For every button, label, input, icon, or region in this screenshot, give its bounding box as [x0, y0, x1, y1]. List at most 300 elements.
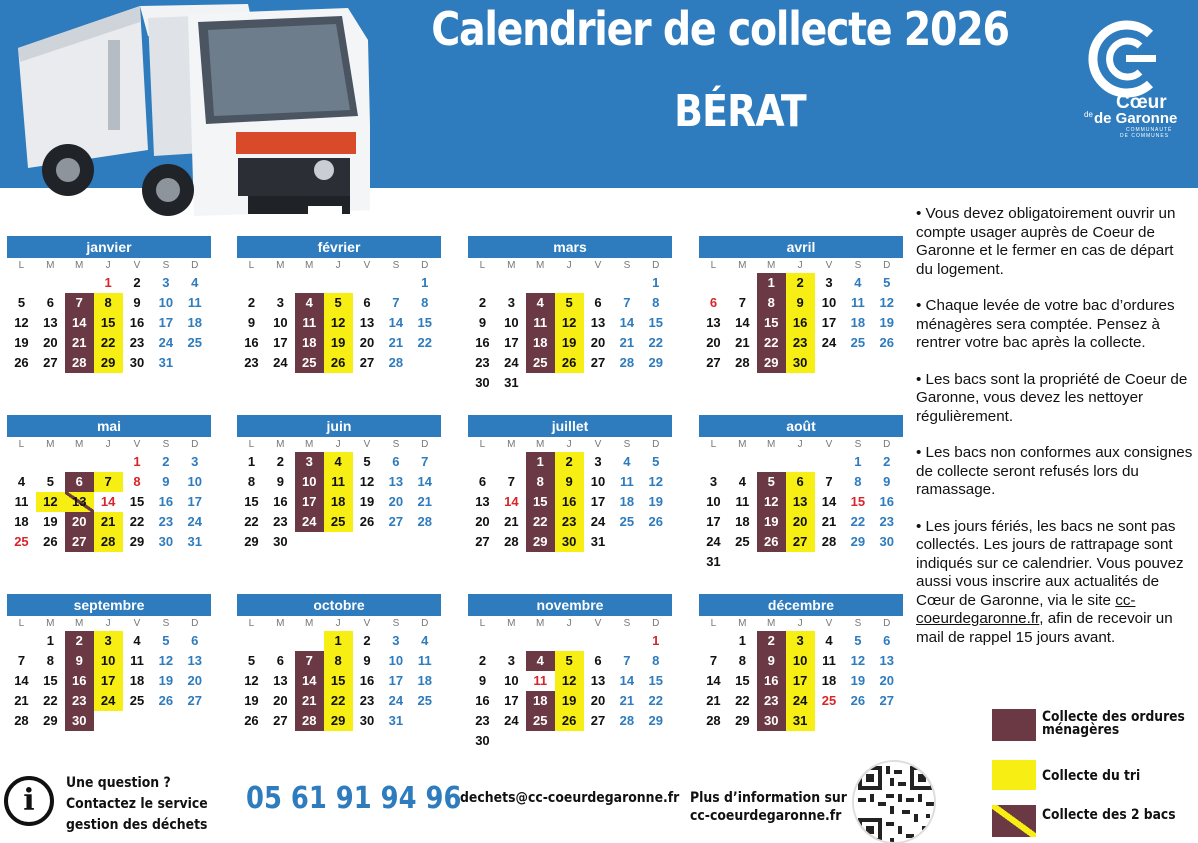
day-cell: 28 — [14, 713, 29, 728]
day-cell: 5 — [883, 275, 891, 290]
day-cell: 28 — [65, 353, 94, 373]
weekday-label: J — [335, 618, 341, 629]
weekday-label: S — [623, 618, 631, 629]
legend-label-tri: Collecte du tri — [1042, 768, 1141, 784]
day-cell: 27 — [388, 514, 404, 529]
day-cell: 20 — [359, 335, 375, 350]
day-cell: 28 — [504, 534, 519, 549]
info-panel — [916, 205, 1194, 665]
weekday-label: L — [248, 618, 255, 629]
day-cell: 19 — [359, 494, 375, 509]
weekday-label: V — [133, 439, 141, 450]
month-header: mai — [7, 415, 211, 437]
day-cell: 11 — [851, 295, 865, 310]
month-mai — [7, 415, 211, 552]
weekday-label: M — [305, 439, 314, 450]
day-cell: 4 — [854, 275, 862, 290]
day-cell: 13 — [786, 492, 815, 512]
day-cell: 10 — [388, 653, 404, 668]
day-cell: 31 — [504, 375, 519, 390]
day-cell: 5 — [162, 633, 170, 648]
weekday-label: J — [105, 439, 111, 450]
weekday-label: M — [738, 260, 747, 271]
day-cell: 20 — [590, 335, 606, 350]
weekday-label: M — [536, 618, 545, 629]
month-header: janvier — [7, 236, 211, 258]
day-cell: 28 — [619, 713, 635, 728]
month-header: avril — [699, 236, 903, 258]
weekday-label: J — [566, 618, 572, 629]
day-cell: 3 — [786, 631, 815, 651]
day-cell: 12 — [879, 295, 895, 310]
day-cell: 26 — [648, 514, 664, 529]
day-cell: 6 — [883, 633, 891, 648]
day-cell: 18 — [526, 333, 555, 353]
day-cell: 8 — [247, 474, 256, 489]
weekday-label: M — [536, 439, 545, 450]
day-cell: 7 — [507, 474, 515, 489]
day-cell: 4 — [133, 633, 141, 648]
day-cell: 25 — [187, 335, 203, 350]
day-cell: 23 — [359, 693, 375, 708]
day-cell: 4 — [738, 474, 746, 489]
day-cell: 23 — [475, 713, 490, 728]
day-cell: 13 — [879, 653, 895, 668]
day-cell: 6 — [276, 653, 284, 668]
weekday-label: V — [594, 260, 602, 271]
day-cell: 6 — [65, 472, 94, 492]
day-cell: 26 — [244, 713, 259, 728]
legend-swatch-ordures — [992, 709, 1036, 741]
day-cell: 27 — [65, 532, 94, 552]
day-cell: 2 — [65, 631, 94, 651]
weekday-label: S — [162, 439, 170, 450]
day-cell: 4 — [191, 275, 199, 290]
month-novembre — [468, 594, 672, 751]
day-cell: 23 — [757, 691, 786, 711]
phone-number[interactable]: 05 61 91 94 96 — [246, 781, 462, 816]
footer-website-link[interactable]: cc-coeurdegaronne.fr — [690, 808, 842, 824]
weekday-label: M — [46, 618, 55, 629]
day-cell: 23 — [244, 355, 259, 370]
day-cell: 1 — [854, 454, 862, 469]
day-cell: 11 — [324, 472, 353, 492]
day-cell: 9 — [363, 653, 371, 668]
day-cell: 28 — [735, 355, 750, 370]
weekday-label: M — [276, 260, 285, 271]
day-cell: 3 — [295, 452, 324, 472]
day-cell: 19 — [555, 691, 584, 711]
day-cell: 24 — [706, 534, 721, 549]
weekday-label: L — [248, 260, 255, 271]
day-cell: 16 — [359, 673, 375, 688]
day-cell: 4 — [526, 293, 555, 313]
day-cell: 17 — [786, 671, 815, 691]
day-cell: 15 — [526, 492, 555, 512]
day-cell: 30 — [555, 532, 584, 552]
day-cell: 6 — [786, 472, 815, 492]
day-cell: 21 — [735, 335, 750, 350]
day-cell: 28 — [388, 355, 404, 370]
day-cell: 18 — [526, 691, 555, 711]
weekday-label: M — [75, 618, 84, 629]
day-cell: 3 — [162, 275, 170, 290]
weekday-label: M — [46, 439, 55, 450]
day-cell: 5 — [17, 295, 26, 310]
day-cell: 26 — [43, 534, 58, 549]
day-cell: 18 — [129, 673, 145, 688]
weekday-label: V — [825, 260, 833, 271]
day-cell: 8 — [94, 293, 123, 313]
garbage-truck-image — [8, 0, 370, 222]
day-cell: 2 — [786, 273, 815, 293]
weekday-label: M — [767, 439, 776, 450]
day-cell: 3 — [276, 295, 284, 310]
weekday-label: L — [710, 618, 717, 629]
day-cell: 26 — [359, 514, 375, 529]
day-cell: 25 — [14, 534, 29, 549]
day-cell: 21 — [295, 691, 324, 711]
logo-text-garonne: de Garonne — [1094, 110, 1178, 127]
day-cell: 10 — [273, 315, 288, 330]
website-link[interactable]: cc-coeurdegaronne.fr — [916, 591, 1136, 627]
day-cell: 11 — [533, 673, 548, 688]
footer-question: Une question ? Contactez le service gestion des déchets — [66, 775, 208, 833]
day-cell: 16 — [244, 335, 259, 350]
day-cell: 15 — [648, 673, 664, 688]
day-cell: 29 — [94, 353, 123, 373]
weekday-label: S — [854, 260, 862, 271]
day-cell: 24 — [273, 355, 288, 370]
info-holidays — [916, 518, 1194, 648]
day-cell: 24 — [295, 512, 324, 532]
weekday-label: J — [566, 260, 572, 271]
day-cell: 12 — [324, 313, 353, 333]
day-cell: 10 — [158, 295, 174, 310]
weekday-label: D — [883, 439, 891, 450]
weekday-label: D — [652, 439, 660, 450]
weekday-label: S — [623, 260, 631, 271]
day-cell: 10 — [821, 295, 837, 310]
weekday-label: D — [421, 260, 429, 271]
month-header: juillet — [468, 415, 672, 437]
day-cell: 19 — [648, 494, 664, 509]
month-août — [699, 415, 903, 572]
weekday-label: M — [75, 260, 84, 271]
day-cell: 22 — [648, 693, 664, 708]
qr-code[interactable] — [852, 760, 936, 843]
day-cell: 16 — [158, 494, 174, 509]
logo-text-prefix: de — [1084, 110, 1093, 119]
day-cell: 23 — [65, 691, 94, 711]
day-cell: 19 — [158, 673, 174, 688]
day-cell: 17 — [295, 492, 324, 512]
day-cell: 1 — [324, 631, 353, 651]
month-header: décembre — [699, 594, 903, 616]
weekday-label: J — [105, 260, 111, 271]
day-cell: 17 — [187, 494, 203, 509]
day-cell: 11 — [130, 653, 144, 668]
day-cell: 1 — [46, 633, 54, 648]
day-cell: 10 — [504, 673, 519, 688]
weekday-label: D — [883, 618, 891, 629]
weekday-label: L — [18, 260, 25, 271]
day-cell: 9 — [757, 651, 786, 671]
day-cell: 19 — [14, 335, 29, 350]
day-cell: 22 — [244, 514, 259, 529]
day-cell: 14 — [65, 313, 94, 333]
day-cell: 11 — [14, 494, 29, 509]
day-cell: 2 — [478, 653, 487, 668]
day-cell: 8 — [652, 295, 660, 310]
day-cell: 7 — [392, 295, 400, 310]
weekday-label: D — [191, 618, 199, 629]
day-cell: 16 — [475, 335, 490, 350]
day-cell: 21 — [14, 693, 29, 708]
day-cell: 31 — [187, 534, 203, 549]
day-cell: 10 — [94, 651, 123, 671]
day-cell: 21 — [388, 335, 404, 350]
day-cell: 13 — [590, 315, 606, 330]
logo-text-coeur: Cœur — [1116, 92, 1167, 113]
day-cell: 26 — [324, 353, 353, 373]
day-cell: 8 — [854, 474, 862, 489]
weekday-label: J — [797, 618, 803, 629]
day-cell: 17 — [821, 315, 837, 330]
day-cell: 14 — [417, 474, 433, 489]
day-cell: 5 — [363, 454, 371, 469]
weekday-label: J — [797, 439, 803, 450]
day-cell: 10 — [295, 472, 324, 492]
day-cell: 24 — [590, 514, 606, 529]
day-cell: 18 — [417, 673, 433, 688]
day-cell: 18 — [324, 492, 353, 512]
day-cell: 13 — [43, 315, 58, 330]
weekday-label: V — [363, 618, 371, 629]
weekday-label: J — [105, 618, 111, 629]
day-cell: 18 — [735, 514, 750, 529]
day-cell: 22 — [648, 335, 664, 350]
day-cell: 18 — [14, 514, 29, 529]
day-cell: 16 — [65, 671, 94, 691]
day-cell: 20 — [590, 693, 606, 708]
day-cell: 5 — [247, 653, 256, 668]
weekday-label: L — [479, 439, 486, 450]
weekday-label: V — [594, 439, 602, 450]
commune-name: BÉRAT — [674, 86, 806, 137]
day-cell: 6 — [363, 295, 371, 310]
weekday-label: D — [191, 439, 199, 450]
weekday-label: M — [767, 260, 776, 271]
day-cell: 27 — [590, 713, 606, 728]
day-cell: 19 — [555, 333, 584, 353]
day-cell: 22 — [850, 514, 866, 529]
day-cell: 9 — [883, 474, 891, 489]
day-cell: 10 — [590, 474, 606, 489]
day-cell: 16 — [786, 313, 815, 333]
day-cell: 29 — [757, 353, 786, 373]
day-cell: 3 — [594, 454, 602, 469]
day-cell: 13 — [273, 673, 288, 688]
day-cell: 16 — [879, 494, 895, 509]
day-cell: 30 — [475, 733, 490, 748]
day-cell: 12 — [555, 671, 584, 691]
day-cell: 16 — [555, 492, 584, 512]
weekday-label: M — [507, 618, 516, 629]
day-cell: 24 — [158, 335, 174, 350]
weekday-label: V — [133, 260, 141, 271]
day-cell: 30 — [158, 534, 174, 549]
weekday-label: L — [248, 439, 255, 450]
day-cell: 29 — [324, 711, 353, 731]
day-cell: 26 — [555, 353, 584, 373]
day-cell: 18 — [295, 333, 324, 353]
day-cell: 14 — [388, 315, 404, 330]
day-cell: 15 — [735, 673, 750, 688]
day-cell: 26 — [879, 335, 895, 350]
email-link[interactable]: dechets@cc-coeurdegaronne.fr — [460, 790, 680, 806]
day-cell: 24 — [388, 693, 404, 708]
day-cell: 9 — [478, 315, 487, 330]
day-cell: 27 — [273, 713, 288, 728]
day-cell: 14 — [100, 494, 116, 509]
day-cell: 2 — [555, 452, 584, 472]
day-cell: 11 — [526, 313, 555, 333]
day-cell: 19 — [244, 693, 259, 708]
day-cell: 21 — [94, 512, 123, 532]
weekday-label: D — [652, 260, 660, 271]
month-header: mars — [468, 236, 672, 258]
day-cell: 28 — [821, 534, 837, 549]
weekday-label: D — [652, 618, 660, 629]
month-header: février — [237, 236, 441, 258]
month-février — [237, 236, 441, 373]
day-cell: 30 — [475, 375, 490, 390]
day-cell: 15 — [850, 494, 866, 509]
day-cell: 29 — [526, 532, 555, 552]
day-cell: 2 — [363, 633, 371, 648]
day-cell: 3 — [191, 454, 199, 469]
day-cell: 18 — [821, 673, 837, 688]
day-cell: 6 — [46, 295, 54, 310]
page-title: Calendrier de collecte 2026 — [431, 2, 1009, 56]
day-cell: 7 — [738, 295, 746, 310]
logo-tagline-2: DE COMMUNES — [1120, 133, 1170, 139]
day-cell: 23 — [158, 514, 174, 529]
day-cell: 13 — [475, 494, 490, 509]
day-cell: 4 — [17, 474, 26, 489]
day-cell: 5 — [324, 293, 353, 313]
day-cell: 25 — [129, 693, 145, 708]
day-cell: 1 — [652, 633, 660, 648]
day-cell: 22 — [417, 335, 433, 350]
day-cell: 31 — [388, 713, 404, 728]
day-cell: 20 — [187, 673, 203, 688]
day-cell: 30 — [273, 534, 288, 549]
day-cell: 14 — [14, 673, 29, 688]
weekday-label: J — [797, 260, 803, 271]
day-cell: 23 — [273, 514, 288, 529]
day-cell: 20 — [706, 335, 721, 350]
day-cell: 13 — [706, 315, 721, 330]
day-cell: 10 — [504, 315, 519, 330]
day-cell: 7 — [421, 454, 429, 469]
day-cell: 8 — [652, 653, 660, 668]
day-cell: 22 — [324, 691, 353, 711]
logo-tagline-1: COMMUNAUTÉ — [1126, 127, 1173, 133]
month-header: septembre — [7, 594, 211, 616]
month-header: août — [699, 415, 903, 437]
day-cell: 25 — [850, 335, 866, 350]
day-cell: 14 — [821, 494, 837, 509]
day-cell: 31 — [706, 554, 721, 569]
day-cell: 9 — [65, 651, 94, 671]
legend-label-both: Collecte des 2 bacs — [1042, 807, 1176, 823]
weekday-label: V — [363, 439, 371, 450]
month-juillet — [468, 415, 672, 552]
day-cell: 19 — [850, 673, 866, 688]
day-cell: 26 — [158, 693, 174, 708]
day-cell: 1 — [421, 275, 429, 290]
day-cell: 20 — [65, 512, 94, 532]
day-cell: 14 — [504, 494, 519, 509]
day-cell: 11 — [620, 474, 634, 489]
weekday-label: J — [335, 439, 341, 450]
day-cell: 22 — [757, 333, 786, 353]
weekday-label: D — [883, 260, 891, 271]
weekday-label: M — [276, 618, 285, 629]
day-cell: 25 — [526, 353, 555, 373]
day-cell: 17 — [158, 315, 174, 330]
weekday-label: M — [507, 439, 516, 450]
day-cell: 10 — [706, 494, 721, 509]
info-conformity: • Les bacs non conformes aux consignes de collecte seront refusés lors du ramassage. — [916, 444, 1193, 498]
info-holidays-text-end: , afin de recevoir un mail de rappel 15 jours avant. — [916, 610, 1173, 646]
day-cell: 3 — [825, 275, 833, 290]
day-cell: 28 — [94, 532, 123, 552]
day-cell: 20 — [388, 494, 404, 509]
day-cell: 2 — [276, 454, 284, 469]
day-cell: 21 — [65, 333, 94, 353]
day-cell: 25 — [417, 693, 433, 708]
weekday-label: M — [536, 260, 545, 271]
day-cell: 18 — [619, 494, 635, 509]
day-cell: 17 — [273, 335, 288, 350]
weekday-label: L — [710, 439, 717, 450]
day-cell: 7 — [623, 295, 631, 310]
day-cell: 23 — [475, 355, 490, 370]
weekday-label: M — [767, 618, 776, 629]
day-cell: 25 — [821, 693, 837, 708]
more-info: Plus d’information sur cc-coeurdegaronne.fr — [690, 790, 847, 824]
day-cell: 4 — [295, 293, 324, 313]
day-cell: 2 — [478, 295, 487, 310]
day-cell: 18 — [850, 315, 866, 330]
day-cell: 14 — [619, 315, 635, 330]
day-cell: 3 — [392, 633, 400, 648]
day-cell: 26 — [14, 355, 29, 370]
day-cell: 14 — [295, 671, 324, 691]
info-account: • Vous devez obligatoirement ouvrir un compte usager auprès de Coeur de Garonne et le fermer en cas de départ du logement. — [916, 205, 1176, 278]
day-cell: 1 — [652, 275, 660, 290]
day-cell: 1 — [104, 275, 112, 290]
day-cell: 15 — [648, 315, 664, 330]
weekday-label: V — [363, 260, 371, 271]
weekday-label: M — [507, 260, 516, 271]
weekday-label: S — [392, 260, 400, 271]
day-cell: 28 — [295, 711, 324, 731]
weekday-label: S — [854, 618, 862, 629]
